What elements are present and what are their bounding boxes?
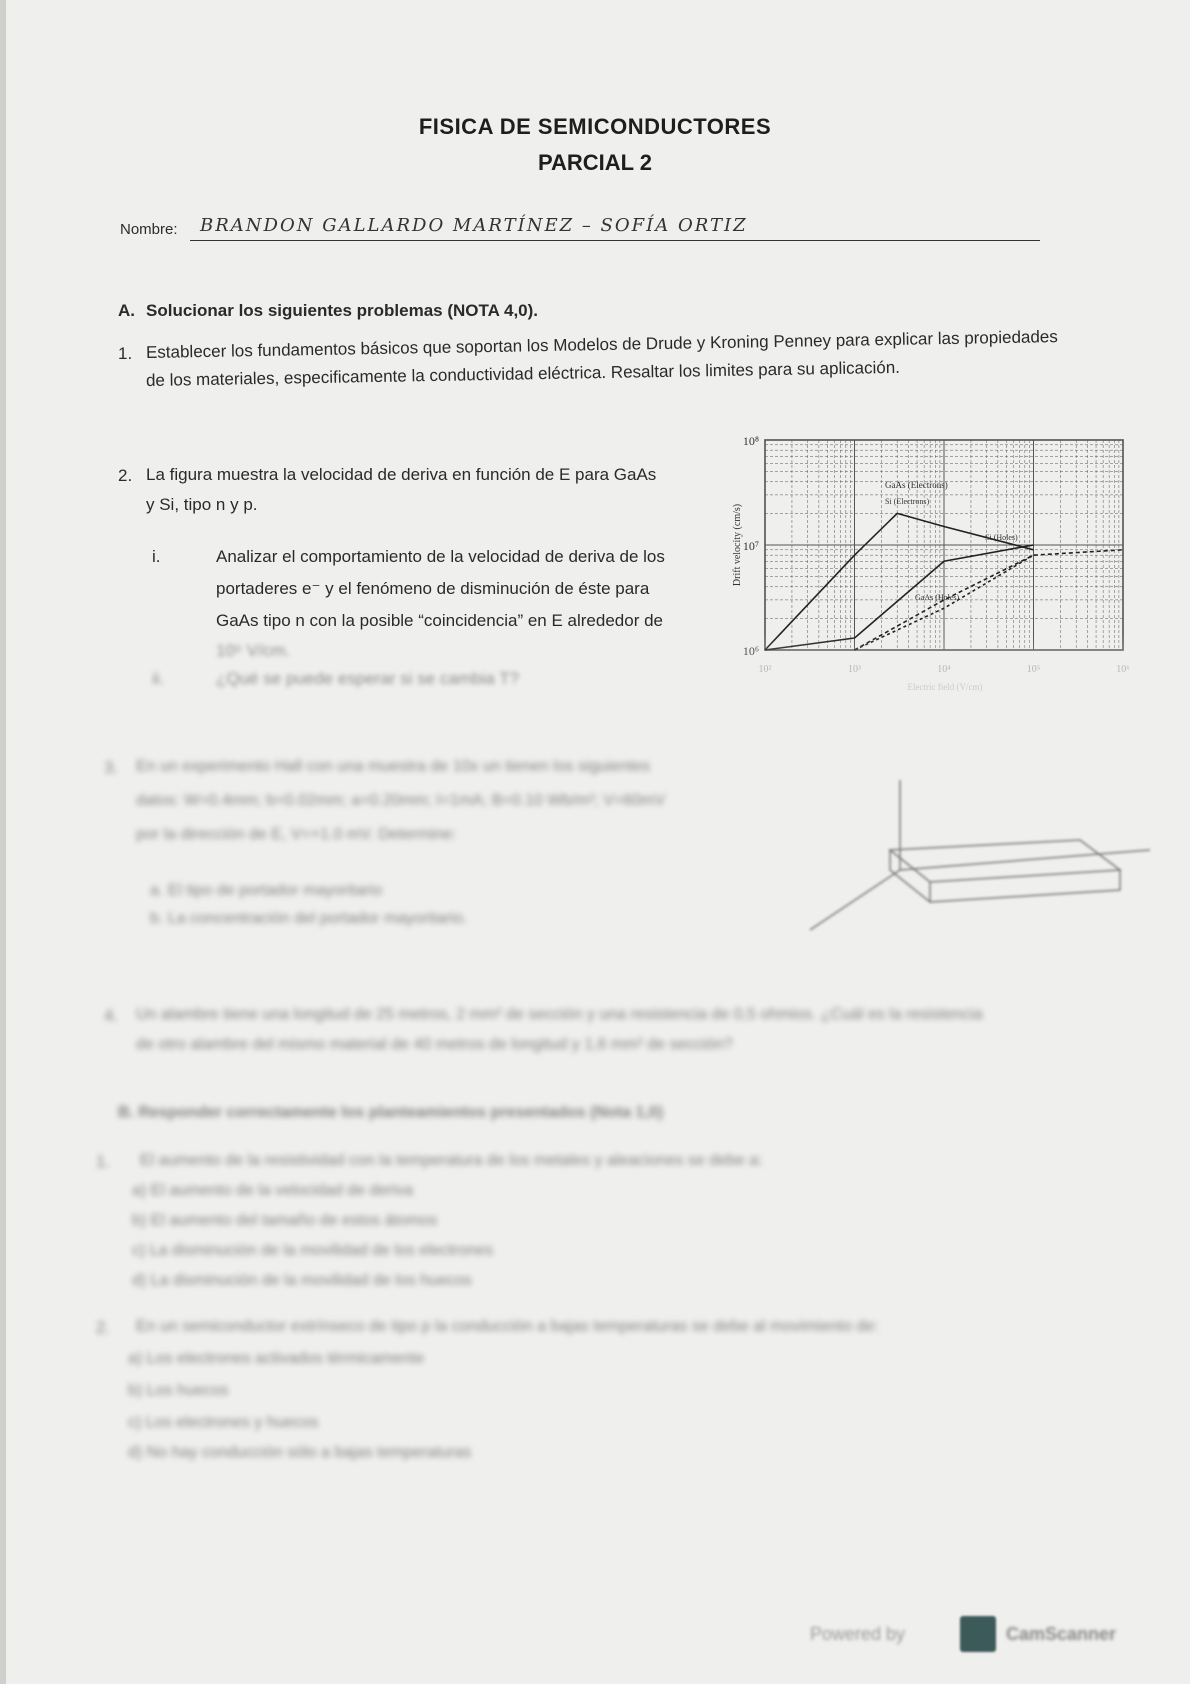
sample-front-face [930, 870, 1120, 902]
q3-line3: por la dirección de E, V=+1.0 mV. Determine: [136, 826, 457, 843]
chart-label-si-electrons: Si (Electrons) [885, 497, 930, 506]
b-q1-option-d: d) La disminución de la movilidad de los huecos [132, 1272, 472, 1289]
q3-option-a: a. El tipo de portador mayoritario [150, 882, 383, 899]
b-q2-option-b: b) Los huecos [128, 1382, 229, 1399]
b-q1-option-b: b) El aumento del tamaño de estos átomos [132, 1212, 438, 1229]
q2-sub-ii-label: ii. [152, 669, 165, 688]
b-q2-stem: En un semiconductor extrínseco de tipo p la conducción a bajas temperaturas se debe al movimiento de: [136, 1318, 879, 1335]
page-title: FISICA DE SEMICONDUCTORES [418, 114, 772, 139]
scanner-watermark [810, 1610, 1150, 1660]
b-q2-option-a: a) Los electrones activados térmicamente [128, 1350, 425, 1367]
drift-velocity-chart [732, 434, 1145, 730]
b-q1-option-c: c) La disminución de la movilidad de los electrones [132, 1242, 494, 1259]
q2-line2: y Si, tipo n y p. [146, 495, 258, 514]
q3-line1: En un experimento Hall con una muestra de 10x un tienen los siguientes [136, 758, 651, 775]
chart-label-gaas-holes: GaAs (Holes) [915, 593, 960, 602]
name-handwritten: BRANDON GALLARDO MARTÍNEZ – SOFÍA ORTIZ [200, 215, 748, 236]
chart-label-si-holes: Si (Holes) [985, 533, 1018, 542]
section-b-heading: B. Responder correctamente los planteamientos presentados (Nota 1,0) [118, 1104, 664, 1121]
q2-sub-ii-line1: ¿Qué se puede esperar si se cambia T? [216, 669, 520, 688]
hall-sample-figure [820, 770, 1160, 970]
b-q2-number: 2. [96, 1318, 111, 1337]
camscanner-logo-icon [960, 1616, 996, 1652]
q3-option-b: b. La concentración del portador mayoritario. [150, 910, 468, 927]
section-a-heading: Solucionar los siguientes problemas (NOTA 4,0). [146, 301, 539, 320]
chart-y-tick-label: 10⁸ [742, 434, 759, 448]
chart-blur-overlay [735, 635, 1145, 730]
q1-line2: de los materiales, especificamente la conductividad eléctrica. Resaltar los limites para su aplicación. [145, 357, 901, 390]
axis-x [810, 870, 900, 930]
axis-y [900, 850, 1150, 870]
watermark-powered: Powered by [810, 1624, 906, 1644]
name-row [120, 215, 1040, 245]
q4-line1: Un alambre tiene una longitud de 25 metros, 2 mm² de sección y una resistencia de 0,5 ohmios. ¿Cuál es la resistencia [136, 1006, 983, 1023]
b-q2-option-d: d) No hay conducción sólo a bajas temperaturas [128, 1444, 472, 1461]
name-label: Nombre: [120, 221, 178, 238]
watermark-brand: CamScanner [1006, 1624, 1117, 1644]
q2-line1: La figura muestra la velocidad de deriva en función de E para GaAs [146, 465, 657, 484]
q2-sub-i-line1: Analizar el comportamiento de la velocidad de deriva de los [216, 547, 665, 566]
q3-line2: datos: W=0.4mm; b=0.02mm; a=0.20mm; I=1mA; B=0.10 Wb/m²; V=60mV [136, 792, 666, 809]
q1-line1: Establecer los fundamentos básicos que soportan los Modelos de Drude y Kroning Penney para explicar las propiedades [145, 327, 1058, 362]
b-q1-number: 1. [96, 1152, 111, 1171]
q2-sub-i-line2: portaderes e⁻ y el fenómeno de disminución de éste para [216, 579, 650, 598]
q2-sub-i-label: i. [152, 547, 161, 566]
q4-number: 4. [104, 1006, 119, 1025]
q1-number: 1. [118, 344, 133, 363]
page-edge [0, 0, 6, 1684]
chart-label-gaas-electrons: GaAs (Electrons) [885, 480, 948, 490]
q4-line2: de otro alambre del mismo material de 40 metros de longitud y 1,6 mm² de sección? [136, 1036, 733, 1053]
b-q1-option-a: a) El aumento de la velocidad de deriva [132, 1182, 414, 1199]
q3-number: 3. [104, 758, 119, 777]
q2-sub-i-line3: GaAs tipo n con la posible “coincidencia” en E alrededor de [216, 611, 663, 630]
chart-series-si-electrons- [765, 545, 1034, 650]
chart-y-axis-label: Drift velocity (cm/s) [732, 503, 743, 587]
b-q2-option-c: c) Los electrones y huecos [128, 1414, 319, 1431]
page-subtitle: PARCIAL 2 [537, 150, 653, 175]
chart-y-tick-label: 10⁷ [742, 539, 759, 553]
b-q1-stem: El aumento de la resistividad con la temperatura de los metales y aleaciones se debe a: [140, 1152, 763, 1169]
q2-sub-i-line4: 10⁵ V/cm. [216, 641, 291, 660]
name-underline [190, 240, 1040, 241]
sample-left-face [890, 850, 930, 902]
q2-number: 2. [118, 466, 133, 485]
section-a-letter: A. [118, 301, 135, 320]
